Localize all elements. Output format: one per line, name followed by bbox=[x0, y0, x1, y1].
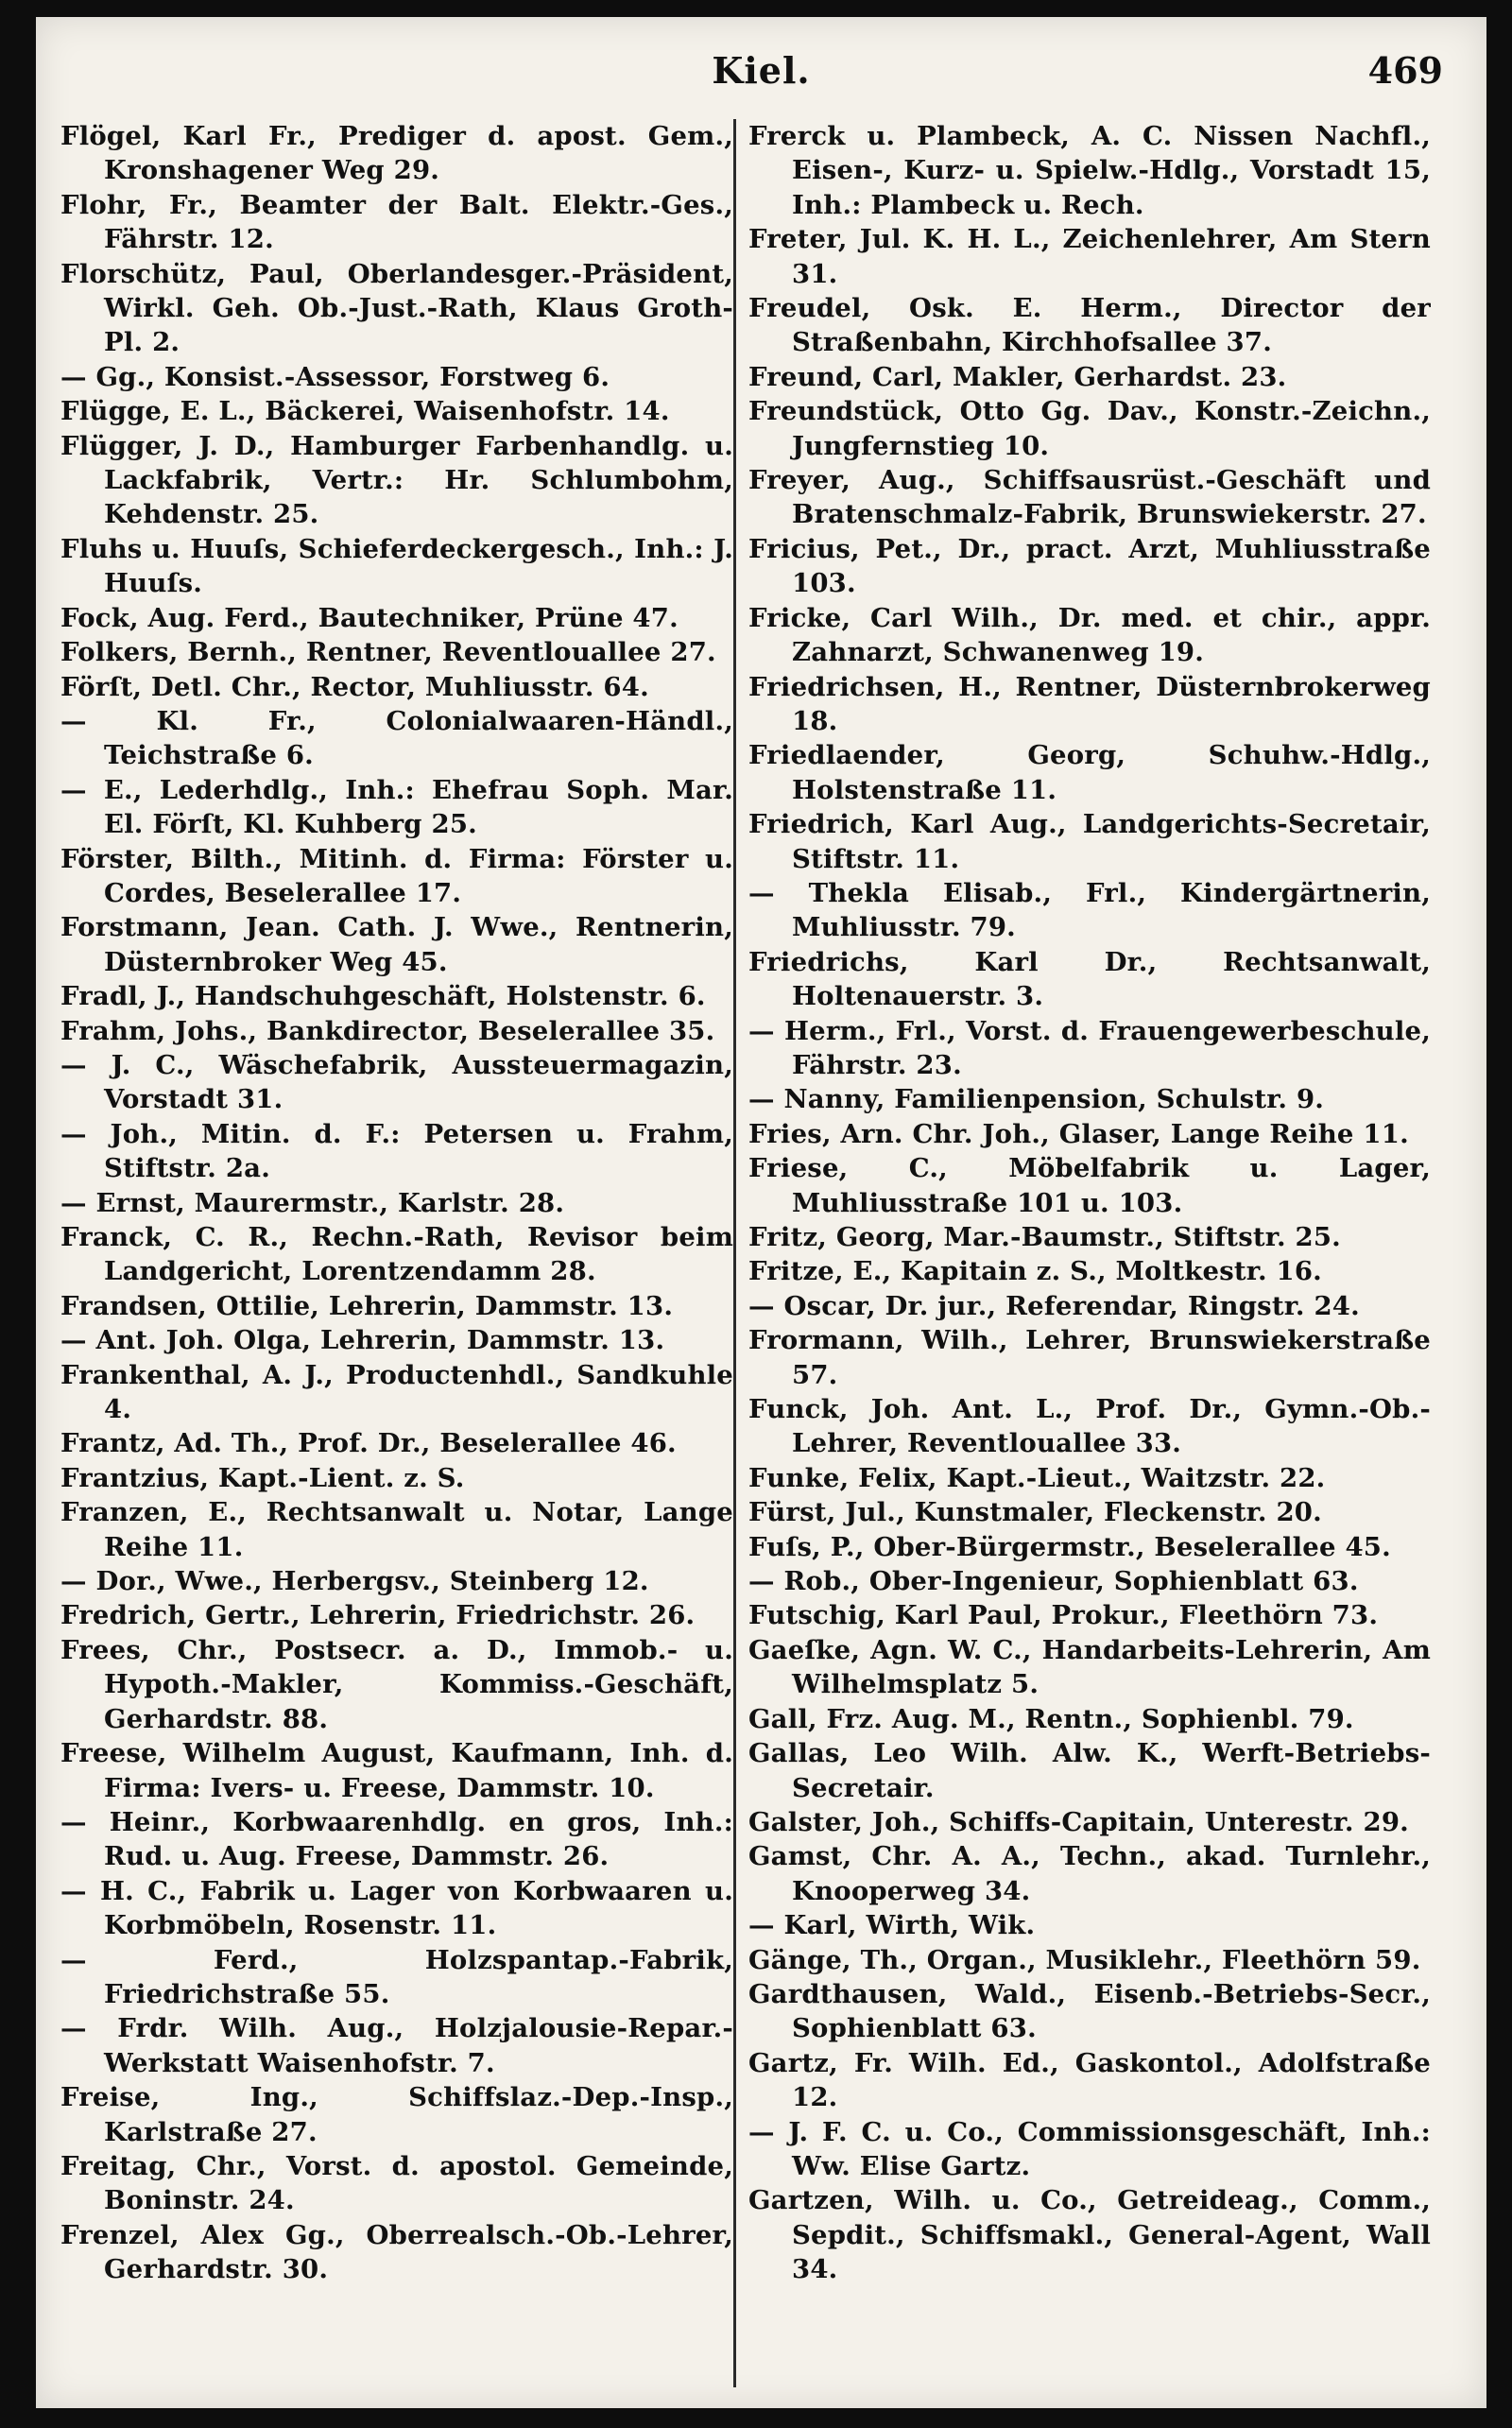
directory-entry: Franck, C. R., Rechn.-Rath, Revisor beim Landgericht, Lorentzendamm 28. bbox=[60, 1222, 733, 1287]
directory-entry: — Ernst, Maurermstr., Karlstr. 28. bbox=[60, 1187, 565, 1218]
directory-entry: Fuſs, P., Ober-Bürgermstr., Beselerallee 45. bbox=[748, 1531, 1391, 1562]
directory-entry: Freundstück, Otto Gg. Dav., Konstr.-Zeichn., Jungfernstieg 10. bbox=[748, 396, 1431, 461]
directory-entry: Gallas, Leo Wilh. Alw. K., Werft-Betriebs-Secretair. bbox=[748, 1738, 1431, 1803]
directory-entry: — Dor., Wwe., Herbergsv., Steinberg 12. bbox=[60, 1566, 649, 1597]
directory-entry: Gardthausen, Wald., Eisenb.-Betriebs-Secr., Sophienblatt 63. bbox=[748, 1978, 1431, 2044]
directory-entry: Gänge, Th., Organ., Musiklehr., Fleethörn 59. bbox=[748, 1944, 1421, 1975]
page-number: 469 bbox=[1367, 49, 1443, 92]
directory-entry: — Heinr., Korbwaarenhdlg. en gros, Inh.: Rud. u. Aug. Freese, Dammstr. 26. bbox=[60, 1806, 733, 1872]
directory-entry: Frantz, Ad. Th., Prof. Dr., Beselerallee 46. bbox=[60, 1428, 677, 1459]
directory-entry: Gamst, Chr. A. A., Techn., akad. Turnlehr., Knooperweg 34. bbox=[748, 1841, 1431, 1906]
directory-entry: Freyer, Aug., Schiffsausrüst.-Geschäft und Bratenschmalz-Fabrik, Brunswiekerstr. 27. bbox=[748, 465, 1431, 530]
directory-entry: Friedrichsen, H., Rentner, Düsternbrokerweg 18. bbox=[748, 671, 1431, 736]
directory-entry: Fries, Arn. Chr. Joh., Glaser, Lange Reihe 11. bbox=[748, 1118, 1409, 1149]
directory-entry: Franzen, E., Rechtsanwalt u. Notar, Lange Reihe 11. bbox=[60, 1497, 733, 1562]
left-column bbox=[60, 119, 733, 2387]
directory-entry: Fritz, Georg, Mar.-Baumstr., Stiftstr. 25. bbox=[748, 1222, 1341, 1252]
column-divider bbox=[733, 119, 736, 2387]
directory-entry: Freitag, Chr., Vorst. d. apostol. Gemeinde, Boninstr. 24. bbox=[60, 2150, 733, 2216]
directory-entry: Gartzen, Wilh. u. Co., Getreideag., Comm., Sepdit., Schiffsmakl., General-Agent, Wall 34. bbox=[748, 2185, 1431, 2285]
directory-entry: Flögel, Karl Fr., Prediger d. apost. Gem., Kronshagener Weg 29. bbox=[60, 121, 733, 186]
directory-entry: Fradl, J., Handschuhgeschäft, Holstenstr. 6. bbox=[60, 981, 706, 1012]
directory-entry: Futschig, Karl Paul, Prokur., Fleethörn 73. bbox=[748, 1600, 1379, 1631]
directory-page bbox=[36, 17, 1486, 2408]
directory-entry: — Gg., Konsist.-Assessor, Forstweg 6. bbox=[60, 361, 610, 392]
directory-entry: Frerck u. Plambeck, A. C. Nissen Nachfl., Eisen-, Kurz- u. Spielw.-Hdlg., Vorstadt 15, Inh.: Plambeck u. Rech. bbox=[748, 121, 1431, 220]
directory-entry: Flügger, J. D., Hamburger Farbenhandlg. u. Lackfabrik, Vertr.: Hr. Schlumbohm, Kehdenstr. 25. bbox=[60, 430, 733, 530]
page-title: Kiel. bbox=[712, 49, 811, 92]
directory-entry: Fock, Aug. Ferd., Bautechniker, Prüne 47. bbox=[60, 602, 679, 633]
directory-entry: Friedlaender, Georg, Schuhw.-Hdlg., Holstenstraße 11. bbox=[748, 740, 1431, 805]
directory-entry: — Herm., Frl., Vorst. d. Frauengewerbeschule, Fährstr. 23. bbox=[748, 1015, 1431, 1080]
directory-entry: Friedrich, Karl Aug., Landgerichts-Secretair, Stiftstr. 11. bbox=[748, 809, 1431, 874]
directory-entry: — Thekla Elisab., Frl., Kindergärtnerin, Muhliusstr. 79. bbox=[748, 877, 1431, 943]
directory-entry: — Ferd., Holzspantap.-Fabrik, Friedrichstraße 55. bbox=[60, 1944, 733, 2009]
directory-entry: — Karl, Wirth, Wik. bbox=[748, 1910, 1036, 1941]
directory-entry: Frandsen, Ottilie, Lehrerin, Dammstr. 13. bbox=[60, 1290, 674, 1321]
page-header bbox=[36, 49, 1486, 96]
directory-entry: Galster, Joh., Schiffs-Capitain, Unterestr. 29. bbox=[748, 1806, 1409, 1837]
directory-entry: — Frdr. Wilh. Aug., Holzjalousie-Repar.-Werkstatt Waisenhofstr. 7. bbox=[60, 2013, 733, 2078]
directory-entry: Friedrichs, Karl Dr., Rechtsanwalt, Holtenauerstr. 3. bbox=[748, 946, 1431, 1012]
directory-entry: Freter, Jul. K. H. L., Zeichenlehrer, Am Stern 31. bbox=[748, 224, 1431, 289]
directory-entry: — E., Lederhdlg., Inh.: Ehefrau Soph. Mar. El. Förſt, Kl. Kuhberg 25. bbox=[60, 774, 733, 840]
directory-entry: Frees, Chr., Postsecr. a. D., Immob.- u. Hypoth.-Makler, Kommiss.-Geschäft, Gerhardstr. 88. bbox=[60, 1634, 733, 1734]
directory-entry: Frormann, Wilh., Lehrer, Brunswiekerstraße 57. bbox=[748, 1325, 1431, 1390]
directory-entry: Fürst, Jul., Kunstmaler, Fleckenstr. 20. bbox=[748, 1497, 1322, 1528]
directory-entry: Frankenthal, A. J., Productenhdl., Sandkuhle 4. bbox=[60, 1359, 733, 1425]
directory-entry: Flügge, E. L., Bäckerei, Waisenhofstr. 14. bbox=[60, 396, 670, 427]
directory-entry: — Nanny, Familienpension, Schulstr. 9. bbox=[748, 1084, 1325, 1115]
directory-entry: Freund, Carl, Makler, Gerhardst. 23. bbox=[748, 361, 1287, 392]
directory-entry: — J. F. C. u. Co., Commissionsgeschäft, Inh.: Ww. Elise Gartz. bbox=[748, 2116, 1431, 2181]
directory-entry: Friese, C., Möbelfabrik u. Lager, Muhliusstraße 101 u. 103. bbox=[748, 1153, 1431, 1218]
directory-entry: Gaeſke, Agn. W. C., Handarbeits-Lehrerin, Am Wilhelmsplatz 5. bbox=[748, 1634, 1431, 1700]
directory-entry: Förſt, Detl. Chr., Rector, Muhliusstr. 64. bbox=[60, 671, 649, 702]
directory-entry: Fluhs u. Huuſs, Schieferdeckergesch., Inh.: J. Huuſs. bbox=[60, 533, 733, 599]
directory-entry: Freudel, Osk. E. Herm., Director der Straßenbahn, Kirchhofsallee 37. bbox=[748, 293, 1431, 358]
directory-entry: Fritze, E., Kapitain z. S., Moltkestr. 16. bbox=[748, 1256, 1322, 1287]
right-column bbox=[748, 119, 1431, 2387]
directory-entry: — H. C., Fabrik u. Lager von Korbwaaren u. Korbmöbeln, Rosenstr. 11. bbox=[60, 1875, 733, 1941]
directory-entry: — Ant. Joh. Olga, Lehrerin, Dammstr. 13. bbox=[60, 1325, 665, 1356]
directory-entry: Förster, Bilth., Mitinh. d. Firma: Förster u. Cordes, Beselerallee 17. bbox=[60, 843, 733, 908]
directory-entry: — Kl. Fr., Colonialwaaren-Händl., Teichstraße 6. bbox=[60, 705, 733, 771]
directory-entry: Fredrich, Gertr., Lehrerin, Friedrichstr. 26. bbox=[60, 1600, 696, 1631]
directory-entry: Gartz, Fr. Wilh. Ed., Gaskontol., Adolfstraße 12. bbox=[748, 2047, 1431, 2113]
directory-entry: — Rob., Ober-Ingenieur, Sophienblatt 63. bbox=[748, 1566, 1359, 1597]
directory-entry: Forstmann, Jean. Cath. J. Wwe., Rentnerin, Düsternbroker Weg 45. bbox=[60, 912, 733, 977]
directory-entry: Fricius, Pet., Dr., pract. Arzt, Muhliusstraße 103. bbox=[748, 533, 1431, 599]
directory-entry: Frenzel, Alex Gg., Oberrealsch.-Ob.-Lehrer, Gerhardstr. 30. bbox=[60, 2219, 733, 2285]
directory-entry: Freise, Ing., Schiffslaz.-Dep.-Insp., Karlstraße 27. bbox=[60, 2082, 733, 2147]
directory-entry: Funck, Joh. Ant. L., Prof. Dr., Gymn.-Ob.-Lehrer, Reventlouallee 33. bbox=[748, 1394, 1431, 1459]
directory-entry: — J. C., Wäschefabrik, Aussteuermagazin, Vorstadt 31. bbox=[60, 1049, 733, 1115]
directory-entry: Frahm, Johs., Bankdirector, Beselerallee 35. bbox=[60, 1015, 715, 1046]
directory-entry: Fricke, Carl Wilh., Dr. med. et chir., appr. Zahnarzt, Schwanenweg 19. bbox=[748, 602, 1431, 668]
directory-entry: — Oscar, Dr. jur., Referendar, Ringstr. 24. bbox=[748, 1290, 1360, 1321]
directory-entry: — Joh., Mitin. d. F.: Petersen u. Frahm, Stiftstr. 2a. bbox=[60, 1118, 733, 1184]
directory-entry: Gall, Frz. Aug. M., Rentn., Sophienbl. 79. bbox=[748, 1703, 1354, 1734]
directory-entry: Frantzius, Kapt.-Lient. z. S. bbox=[60, 1462, 465, 1493]
directory-entry: Freese, Wilhelm August, Kaufmann, Inh. d. Firma: Ivers- u. Freese, Dammstr. 10. bbox=[60, 1738, 733, 1803]
directory-entry: Flohr, Fr., Beamter der Balt. Elektr.-Ges., Fährstr. 12. bbox=[60, 189, 733, 255]
directory-entry: Florschütz, Paul, Oberlandesger.-Präsident, Wirkl. Geh. Ob.-Just.-Rath, Klaus Groth-Pl. 2. bbox=[60, 258, 733, 358]
directory-entry: Funke, Felix, Kapt.-Lieut., Waitzstr. 22. bbox=[748, 1462, 1326, 1493]
directory-entry: Folkers, Bernh., Rentner, Reventlouallee 27. bbox=[60, 637, 716, 668]
